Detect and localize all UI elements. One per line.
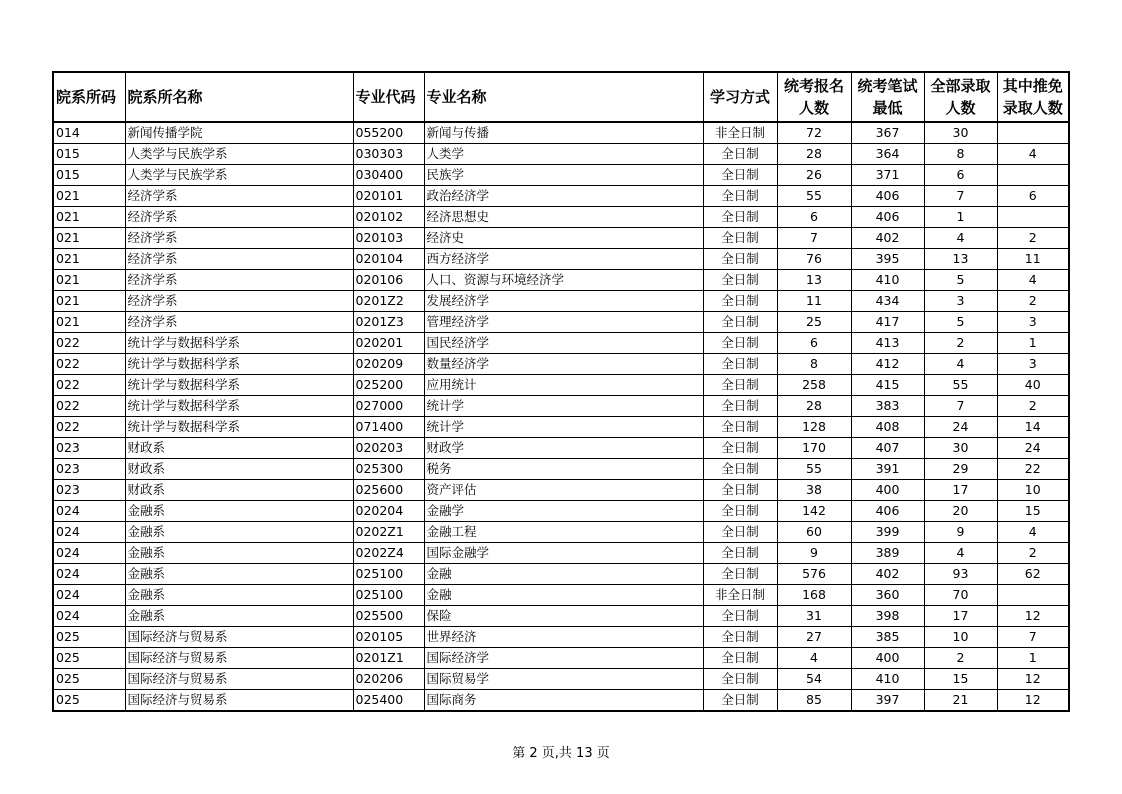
cell-applicants: 28: [777, 144, 851, 165]
table-row: [53, 228, 1069, 249]
cell-major-name: 国际商务: [424, 690, 703, 712]
cell-dept-name: 金融系: [125, 564, 353, 585]
cell-recommended: 40: [997, 375, 1069, 396]
cell-dept-name: 财政系: [125, 459, 353, 480]
cell-recommended: 1: [997, 648, 1069, 669]
cell-study-mode: 全日制: [703, 459, 777, 480]
cell-min-score: 406: [851, 186, 924, 207]
cell-study-mode: 全日制: [703, 354, 777, 375]
cell-admitted: 5: [924, 270, 997, 291]
cell-admitted: 17: [924, 606, 997, 627]
cell-major-code: 020206: [353, 669, 424, 690]
table-row: [53, 606, 1069, 627]
cell-dept-name: 国际经济与贸易系: [125, 648, 353, 669]
cell-recommended: 2: [997, 291, 1069, 312]
cell-dept-code: 021: [53, 249, 125, 270]
cell-min-score: 367: [851, 122, 924, 144]
cell-applicants: 72: [777, 122, 851, 144]
cell-applicants: 576: [777, 564, 851, 585]
cell-major-code: 025600: [353, 480, 424, 501]
cell-major-name: 数量经济学: [424, 354, 703, 375]
cell-dept-code: 024: [53, 606, 125, 627]
cell-major-code: 025300: [353, 459, 424, 480]
cell-applicants: 25: [777, 312, 851, 333]
cell-dept-code: 024: [53, 543, 125, 564]
table-row: [53, 396, 1069, 417]
cell-major-name: 人口、资源与环境经济学: [424, 270, 703, 291]
table-body: [53, 122, 1069, 711]
cell-admitted: 5: [924, 312, 997, 333]
cell-admitted: 3: [924, 291, 997, 312]
cell-major-name: 新闻与传播: [424, 122, 703, 144]
cell-applicants: 13: [777, 270, 851, 291]
cell-recommended: 6: [997, 186, 1069, 207]
cell-recommended: 4: [997, 144, 1069, 165]
table-row: [53, 522, 1069, 543]
cell-admitted: 17: [924, 480, 997, 501]
cell-applicants: 170: [777, 438, 851, 459]
cell-applicants: 142: [777, 501, 851, 522]
cell-admitted: 2: [924, 648, 997, 669]
cell-admitted: 30: [924, 122, 997, 144]
cell-min-score: 383: [851, 396, 924, 417]
admissions-table: [52, 71, 1070, 712]
cell-major-code: 030400: [353, 165, 424, 186]
cell-min-score: 385: [851, 627, 924, 648]
cell-dept-name: 统计学与数据科学系: [125, 354, 353, 375]
cell-study-mode: 全日制: [703, 522, 777, 543]
header-major-code: 专业代码: [353, 72, 424, 122]
cell-admitted: 4: [924, 543, 997, 564]
cell-admitted: 24: [924, 417, 997, 438]
cell-admitted: 21: [924, 690, 997, 712]
cell-major-name: 管理经济学: [424, 312, 703, 333]
table-row: [53, 122, 1069, 144]
cell-dept-code: 021: [53, 186, 125, 207]
table-row: [53, 291, 1069, 312]
header-study-mode: 学习方式: [703, 72, 777, 122]
cell-study-mode: 全日制: [703, 690, 777, 712]
cell-applicants: 6: [777, 207, 851, 228]
table-row: [53, 564, 1069, 585]
cell-study-mode: 全日制: [703, 648, 777, 669]
cell-dept-code: 023: [53, 480, 125, 501]
cell-recommended: 4: [997, 522, 1069, 543]
cell-major-code: 025100: [353, 585, 424, 606]
cell-major-code: 025500: [353, 606, 424, 627]
cell-min-score: 400: [851, 648, 924, 669]
cell-recommended: 12: [997, 606, 1069, 627]
cell-admitted: 4: [924, 228, 997, 249]
cell-admitted: 7: [924, 396, 997, 417]
cell-recommended: 2: [997, 543, 1069, 564]
cell-dept-code: 021: [53, 228, 125, 249]
cell-min-score: 397: [851, 690, 924, 712]
cell-admitted: 7: [924, 186, 997, 207]
cell-recommended: 12: [997, 669, 1069, 690]
cell-admitted: 30: [924, 438, 997, 459]
cell-dept-code: 024: [53, 585, 125, 606]
table-row: [53, 543, 1069, 564]
table-row: [53, 585, 1069, 606]
cell-min-score: 364: [851, 144, 924, 165]
cell-major-name: 人类学: [424, 144, 703, 165]
cell-study-mode: 全日制: [703, 606, 777, 627]
table-row: [53, 648, 1069, 669]
cell-dept-code: 015: [53, 165, 125, 186]
cell-major-name: 资产评估: [424, 480, 703, 501]
cell-admitted: 2: [924, 333, 997, 354]
cell-min-score: 408: [851, 417, 924, 438]
cell-major-name: 西方经济学: [424, 249, 703, 270]
cell-major-code: 020104: [353, 249, 424, 270]
cell-major-code: 025100: [353, 564, 424, 585]
cell-dept-code: 025: [53, 669, 125, 690]
cell-recommended: 2: [997, 228, 1069, 249]
cell-dept-name: 经济学系: [125, 207, 353, 228]
table-row: [53, 669, 1069, 690]
cell-recommended: 10: [997, 480, 1069, 501]
cell-dept-name: 金融系: [125, 585, 353, 606]
cell-dept-name: 国际经济与贸易系: [125, 627, 353, 648]
cell-dept-code: 025: [53, 648, 125, 669]
cell-min-score: 417: [851, 312, 924, 333]
cell-admitted: 55: [924, 375, 997, 396]
cell-min-score: 407: [851, 438, 924, 459]
cell-dept-code: 023: [53, 459, 125, 480]
cell-min-score: 391: [851, 459, 924, 480]
cell-study-mode: 全日制: [703, 501, 777, 522]
cell-recommended: [997, 207, 1069, 228]
cell-admitted: 29: [924, 459, 997, 480]
cell-min-score: 398: [851, 606, 924, 627]
cell-recommended: 4: [997, 270, 1069, 291]
cell-applicants: 85: [777, 690, 851, 712]
cell-study-mode: 全日制: [703, 228, 777, 249]
cell-major-code: 020201: [353, 333, 424, 354]
cell-min-score: 412: [851, 354, 924, 375]
cell-dept-code: 022: [53, 333, 125, 354]
cell-major-code: 020103: [353, 228, 424, 249]
cell-study-mode: 全日制: [703, 480, 777, 501]
cell-major-code: 0202Z4: [353, 543, 424, 564]
cell-study-mode: 全日制: [703, 396, 777, 417]
cell-major-name: 经济思想史: [424, 207, 703, 228]
cell-applicants: 9: [777, 543, 851, 564]
cell-recommended: 15: [997, 501, 1069, 522]
cell-dept-name: 新闻传播学院: [125, 122, 353, 144]
cell-major-name: 民族学: [424, 165, 703, 186]
cell-admitted: 6: [924, 165, 997, 186]
cell-major-name: 金融学: [424, 501, 703, 522]
cell-dept-name: 统计学与数据科学系: [125, 417, 353, 438]
header-applicants: 统考报名人数: [777, 72, 851, 122]
cell-recommended: 24: [997, 438, 1069, 459]
cell-dept-name: 经济学系: [125, 186, 353, 207]
cell-recommended: [997, 122, 1069, 144]
cell-dept-code: 025: [53, 690, 125, 712]
cell-min-score: 371: [851, 165, 924, 186]
cell-major-name: 统计学: [424, 417, 703, 438]
cell-major-name: 政治经济学: [424, 186, 703, 207]
cell-dept-code: 015: [53, 144, 125, 165]
cell-recommended: 22: [997, 459, 1069, 480]
cell-admitted: 13: [924, 249, 997, 270]
cell-dept-name: 经济学系: [125, 228, 353, 249]
table-row: [53, 312, 1069, 333]
cell-min-score: 395: [851, 249, 924, 270]
table-row: [53, 354, 1069, 375]
cell-min-score: 406: [851, 207, 924, 228]
cell-admitted: 93: [924, 564, 997, 585]
cell-admitted: 4: [924, 354, 997, 375]
cell-applicants: 8: [777, 354, 851, 375]
cell-dept-code: 021: [53, 312, 125, 333]
cell-major-code: 025400: [353, 690, 424, 712]
cell-major-name: 国民经济学: [424, 333, 703, 354]
cell-admitted: 15: [924, 669, 997, 690]
cell-major-name: 应用统计: [424, 375, 703, 396]
cell-major-name: 财政学: [424, 438, 703, 459]
table-row: [53, 690, 1069, 712]
table-row: [53, 459, 1069, 480]
cell-major-name: 经济史: [424, 228, 703, 249]
cell-major-code: 0201Z2: [353, 291, 424, 312]
cell-major-name: 金融工程: [424, 522, 703, 543]
table-row: [53, 480, 1069, 501]
cell-applicants: 27: [777, 627, 851, 648]
cell-major-name: 金融: [424, 585, 703, 606]
header-min-score: 统考笔试最低: [851, 72, 924, 122]
cell-applicants: 55: [777, 186, 851, 207]
cell-dept-name: 统计学与数据科学系: [125, 375, 353, 396]
cell-dept-name: 金融系: [125, 501, 353, 522]
cell-dept-code: 022: [53, 375, 125, 396]
cell-dept-code: 021: [53, 270, 125, 291]
cell-recommended: 1: [997, 333, 1069, 354]
table-header-row: [53, 72, 1069, 122]
cell-dept-name: 人类学与民族学系: [125, 144, 353, 165]
cell-recommended: 62: [997, 564, 1069, 585]
cell-dept-name: 经济学系: [125, 249, 353, 270]
table-row: [53, 438, 1069, 459]
cell-major-code: 0202Z1: [353, 522, 424, 543]
cell-dept-name: 经济学系: [125, 291, 353, 312]
cell-dept-name: 金融系: [125, 606, 353, 627]
page-number-footer: 第 2 页,共 13 页: [512, 746, 610, 761]
table-row: [53, 165, 1069, 186]
cell-study-mode: 非全日制: [703, 122, 777, 144]
table-row: [53, 417, 1069, 438]
cell-dept-name: 经济学系: [125, 312, 353, 333]
cell-major-code: 071400: [353, 417, 424, 438]
cell-dept-name: 经济学系: [125, 270, 353, 291]
cell-min-score: 413: [851, 333, 924, 354]
cell-study-mode: 全日制: [703, 312, 777, 333]
cell-study-mode: 全日制: [703, 438, 777, 459]
table-row: [53, 501, 1069, 522]
header-dept-name: 院系所名称: [125, 72, 353, 122]
cell-applicants: 128: [777, 417, 851, 438]
cell-major-name: 国际经济学: [424, 648, 703, 669]
cell-dept-name: 金融系: [125, 522, 353, 543]
cell-major-code: 020106: [353, 270, 424, 291]
table-row: [53, 186, 1069, 207]
cell-recommended: 3: [997, 312, 1069, 333]
cell-dept-name: 财政系: [125, 438, 353, 459]
cell-applicants: 76: [777, 249, 851, 270]
cell-applicants: 7: [777, 228, 851, 249]
table-row: [53, 144, 1069, 165]
cell-applicants: 4: [777, 648, 851, 669]
cell-min-score: 410: [851, 270, 924, 291]
cell-dept-code: 022: [53, 354, 125, 375]
header-dept-code: 院系所码: [53, 72, 125, 122]
cell-recommended: 3: [997, 354, 1069, 375]
cell-recommended: 12: [997, 690, 1069, 712]
cell-min-score: 400: [851, 480, 924, 501]
cell-major-code: 020203: [353, 438, 424, 459]
cell-min-score: 410: [851, 669, 924, 690]
cell-study-mode: 全日制: [703, 270, 777, 291]
cell-dept-code: 023: [53, 438, 125, 459]
cell-major-code: 030303: [353, 144, 424, 165]
cell-dept-code: 022: [53, 417, 125, 438]
cell-major-code: 055200: [353, 122, 424, 144]
cell-min-score: 415: [851, 375, 924, 396]
cell-study-mode: 非全日制: [703, 585, 777, 606]
header-admitted: 全部录取人数: [924, 72, 997, 122]
cell-dept-name: 国际经济与贸易系: [125, 669, 353, 690]
cell-major-name: 税务: [424, 459, 703, 480]
cell-min-score: 434: [851, 291, 924, 312]
cell-admitted: 70: [924, 585, 997, 606]
table-row: [53, 207, 1069, 228]
cell-dept-name: 金融系: [125, 543, 353, 564]
cell-major-code: 020204: [353, 501, 424, 522]
cell-applicants: 55: [777, 459, 851, 480]
cell-major-code: 020102: [353, 207, 424, 228]
cell-min-score: 399: [851, 522, 924, 543]
cell-major-name: 统计学: [424, 396, 703, 417]
cell-dept-name: 人类学与民族学系: [125, 165, 353, 186]
cell-admitted: 1: [924, 207, 997, 228]
cell-study-mode: 全日制: [703, 627, 777, 648]
cell-dept-name: 财政系: [125, 480, 353, 501]
cell-study-mode: 全日制: [703, 333, 777, 354]
cell-recommended: 11: [997, 249, 1069, 270]
table-row: [53, 375, 1069, 396]
cell-study-mode: 全日制: [703, 165, 777, 186]
cell-applicants: 11: [777, 291, 851, 312]
cell-recommended: 14: [997, 417, 1069, 438]
cell-recommended: [997, 585, 1069, 606]
cell-admitted: 8: [924, 144, 997, 165]
header-major-name: 专业名称: [424, 72, 703, 122]
cell-major-name: 世界经济: [424, 627, 703, 648]
cell-applicants: 6: [777, 333, 851, 354]
cell-applicants: 168: [777, 585, 851, 606]
cell-dept-code: 022: [53, 396, 125, 417]
cell-applicants: 258: [777, 375, 851, 396]
cell-dept-name: 统计学与数据科学系: [125, 333, 353, 354]
cell-min-score: 406: [851, 501, 924, 522]
cell-applicants: 26: [777, 165, 851, 186]
cell-admitted: 9: [924, 522, 997, 543]
cell-dept-name: 国际经济与贸易系: [125, 690, 353, 712]
cell-admitted: 20: [924, 501, 997, 522]
cell-major-code: 025200: [353, 375, 424, 396]
cell-min-score: 360: [851, 585, 924, 606]
cell-study-mode: 全日制: [703, 564, 777, 585]
cell-dept-code: 024: [53, 501, 125, 522]
cell-major-code: 020105: [353, 627, 424, 648]
cell-applicants: 60: [777, 522, 851, 543]
cell-study-mode: 全日制: [703, 249, 777, 270]
cell-recommended: 2: [997, 396, 1069, 417]
cell-applicants: 28: [777, 396, 851, 417]
cell-major-code: 0201Z3: [353, 312, 424, 333]
cell-min-score: 402: [851, 564, 924, 585]
table-row: [53, 270, 1069, 291]
cell-applicants: 31: [777, 606, 851, 627]
cell-study-mode: 全日制: [703, 375, 777, 396]
cell-major-code: 0201Z1: [353, 648, 424, 669]
cell-dept-code: 021: [53, 207, 125, 228]
header-recommended: 其中推免录取人数: [997, 72, 1069, 122]
cell-major-code: 020101: [353, 186, 424, 207]
cell-study-mode: 全日制: [703, 186, 777, 207]
cell-study-mode: 全日制: [703, 207, 777, 228]
cell-dept-code: 024: [53, 564, 125, 585]
cell-study-mode: 全日制: [703, 144, 777, 165]
cell-major-name: 国际贸易学: [424, 669, 703, 690]
cell-applicants: 38: [777, 480, 851, 501]
cell-major-code: 027000: [353, 396, 424, 417]
cell-study-mode: 全日制: [703, 543, 777, 564]
cell-major-code: 020209: [353, 354, 424, 375]
cell-study-mode: 全日制: [703, 417, 777, 438]
cell-dept-code: 024: [53, 522, 125, 543]
cell-recommended: [997, 165, 1069, 186]
table-row: [53, 249, 1069, 270]
cell-min-score: 402: [851, 228, 924, 249]
table-row: [53, 627, 1069, 648]
cell-dept-code: 021: [53, 291, 125, 312]
cell-dept-code: 014: [53, 122, 125, 144]
cell-dept-code: 025: [53, 627, 125, 648]
cell-major-name: 保险: [424, 606, 703, 627]
cell-admitted: 10: [924, 627, 997, 648]
cell-major-name: 金融: [424, 564, 703, 585]
cell-major-name: 发展经济学: [424, 291, 703, 312]
cell-study-mode: 全日制: [703, 669, 777, 690]
cell-major-name: 国际金融学: [424, 543, 703, 564]
cell-recommended: 7: [997, 627, 1069, 648]
cell-applicants: 54: [777, 669, 851, 690]
cell-min-score: 389: [851, 543, 924, 564]
cell-study-mode: 全日制: [703, 291, 777, 312]
cell-dept-name: 统计学与数据科学系: [125, 396, 353, 417]
table-row: [53, 333, 1069, 354]
